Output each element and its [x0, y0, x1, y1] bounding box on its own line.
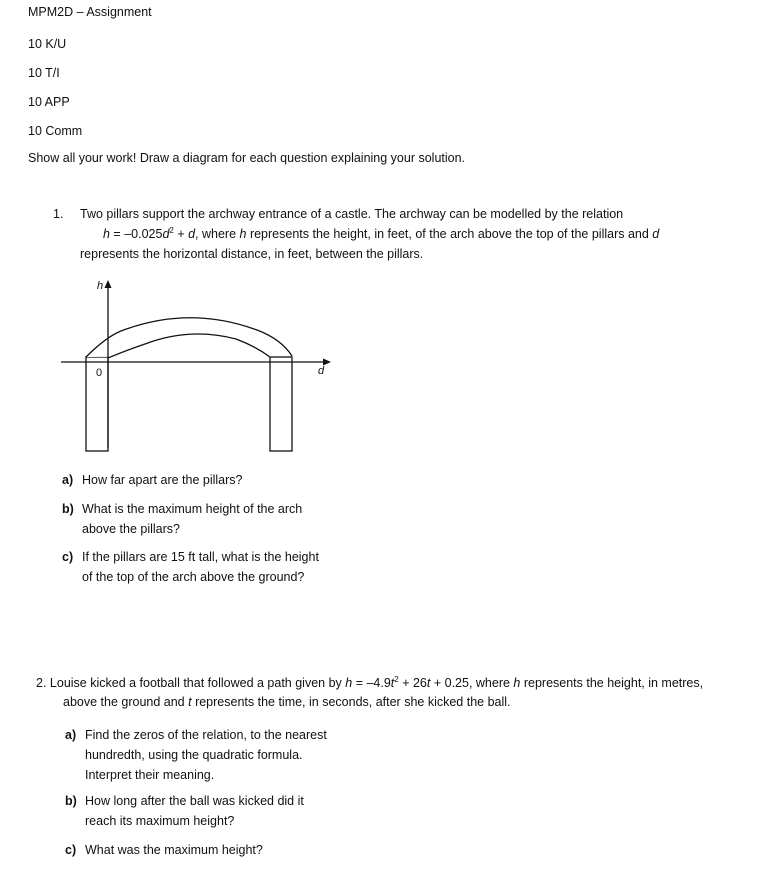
q1-part-c-text: If the pillars are 15 ft tall, what is the height of the top of the arch above the ground?	[82, 550, 319, 584]
q2-part-a-letter: a)	[65, 728, 77, 742]
q2-part-b-letter: b)	[65, 794, 77, 808]
q1-line1: Two pillars support the archway entrance of a castle. The archway can be modelled by the relation	[80, 207, 624, 221]
q1-part-c-letter: c)	[62, 550, 74, 564]
q2-part-c-text: What was the maximum height?	[85, 843, 263, 857]
mark-ti: 10 T/I	[28, 66, 60, 80]
q2-line1: 2. Louise kicked a football that followed a path given by $h = -4.9t^2 + 26t + 0.25$, where h represents the height, in metres,	[36, 674, 704, 690]
x-axis-label: d	[318, 365, 325, 377]
mark-ku: 10 K/U	[28, 37, 67, 51]
mark-comm: 10 Comm	[28, 124, 83, 138]
arch-diagram	[55, 272, 345, 462]
q2-part-c-letter: c)	[65, 843, 77, 857]
q2-part-a-text: Find the zeros of the relation, to the nearest hundredth, using the quadratic formula. Interpret their meaning.	[85, 728, 327, 782]
page-title: MPM2D – Assignment	[28, 5, 152, 19]
q2-part-b-text: How long after the ball was kicked did it reach its maximum height?	[85, 794, 304, 828]
q2-line2: above the ground and t represents the time, in seconds, after she kicked the ball.	[63, 695, 511, 709]
origin-label: 0	[96, 367, 103, 379]
mark-app: 10 APP	[28, 95, 70, 109]
q1-part-a-letter: a)	[62, 473, 74, 487]
right-pillar	[270, 357, 292, 451]
q1-part-b-text: What is the maximum height of the arch above the pillars?	[82, 502, 303, 536]
q1-line3: represents the horizontal distance, in feet, between the pillars.	[80, 247, 424, 261]
instructions: Show all your work! Draw a diagram for each question explaining your solution.	[28, 151, 466, 165]
q1-part-b-letter: b)	[62, 502, 74, 516]
y-axis-label: h	[97, 280, 104, 292]
q1-part-a-text: How far apart are the pillars?	[82, 473, 243, 487]
q1-line2: $h = -0.025d^2 + d$, where h represents the height, in feet, of the arch above the top of the pillars and d	[103, 225, 660, 241]
q1-number: 1.	[53, 207, 64, 221]
